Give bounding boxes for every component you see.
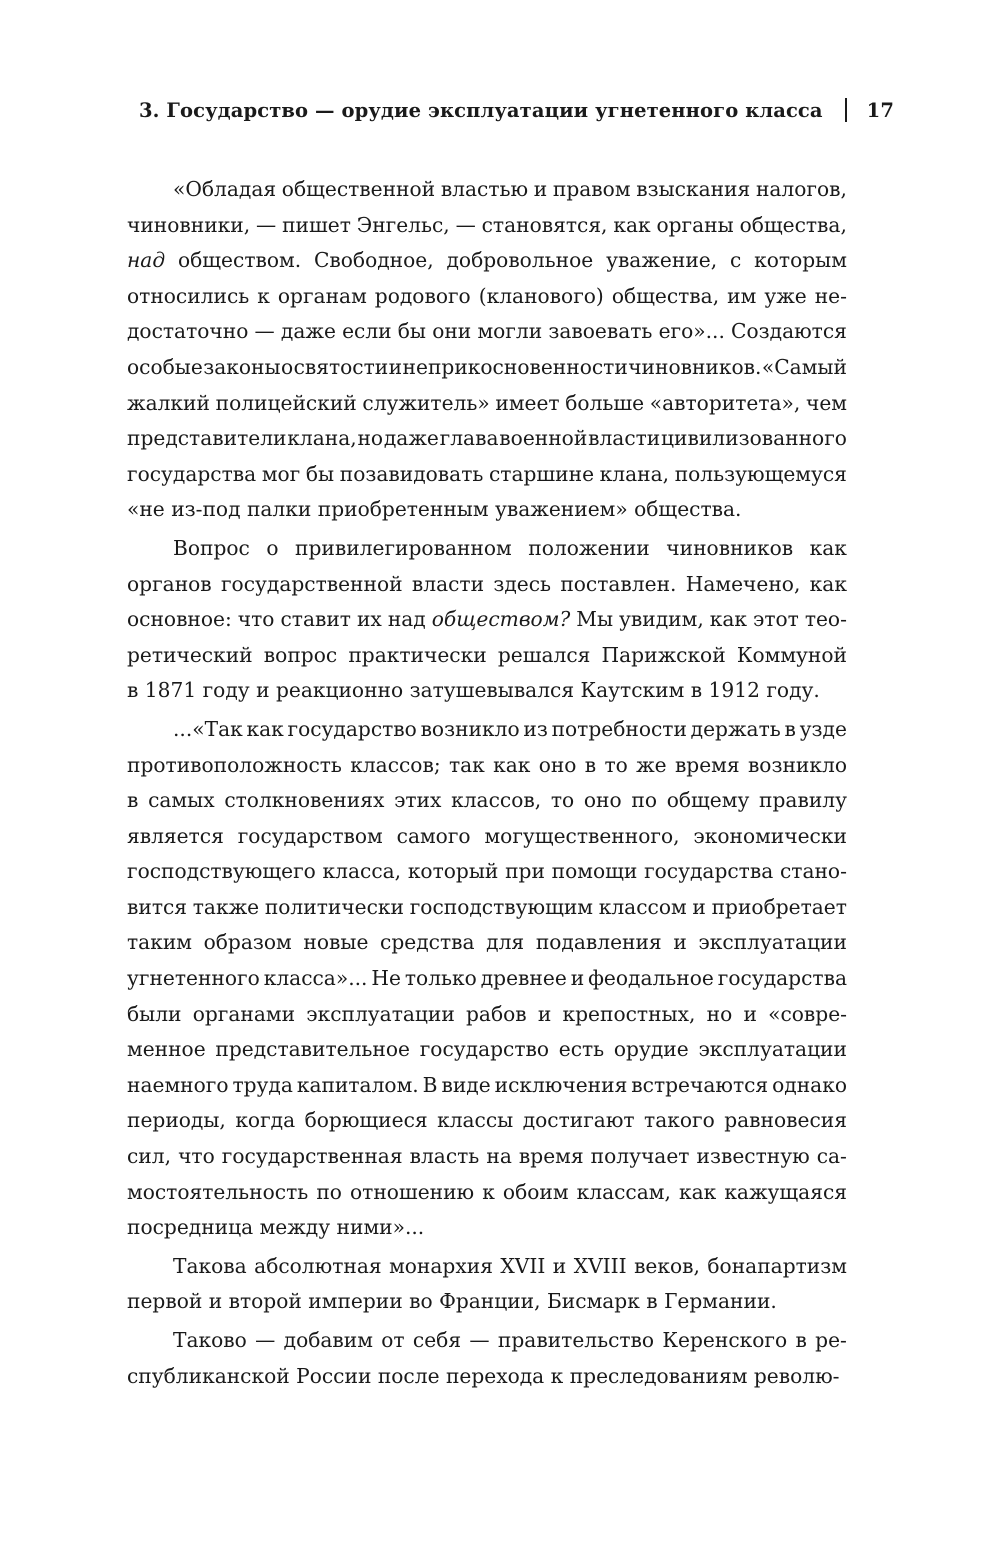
text-line: достаточно — даже если бы они могли завоевать его»... Создаются	[127, 319, 847, 344]
running-header	[139, 98, 894, 122]
text-line: «Обладая общественной властью и правом взыскания налогов,	[173, 177, 847, 201]
text-line: первой и второй империи во Франции, Бисмарк в Германии.	[127, 1289, 777, 1314]
text-line: ретический вопрос практически решался Парижской Коммуной	[127, 642, 847, 667]
text-line: таким образом новые средства для подавления и эксплуатации	[127, 930, 847, 955]
text-line: относились к органам родового (кланового) общества, им уже не-	[127, 283, 847, 308]
text-line: сил, что государственная власть на время получает известную са-	[127, 1144, 847, 1169]
text-line: государства мог бы позавидовать старшине клана, пользующемуся	[127, 461, 847, 486]
text-line: чиновники, — пишет Энгельс, — становятся, как органы общества,	[127, 212, 847, 237]
chapter-title: 3. Государство — орудие эксплуатации угнетенного класса	[138, 98, 823, 122]
paragraph	[127, 1249, 847, 1320]
text-line: вится также политически господствующим классом и приобретает	[127, 894, 847, 919]
paragraph	[127, 172, 847, 528]
text-line: над обществом. Свободное, добровольное уважение, с которым	[127, 248, 847, 273]
paragraph	[127, 712, 847, 1246]
text-line: Такова абсолютная монархия XVII и XVIII веков, бонапартизм	[173, 1253, 847, 1278]
text-line: основное: что ставит их над обществом? Мы увидим, как этот тео-	[127, 607, 847, 632]
text-line: «не из-под палки приобретенным уважением» общества.	[127, 497, 742, 522]
text-line: периоды, когда борющиеся классы достигают такого равновесия	[127, 1108, 847, 1133]
text-line: были органами эксплуатации рабов и крепостных, но и «совре-	[127, 1001, 847, 1026]
page-number: 17	[866, 98, 894, 122]
text-line: жалкий полицейский служитель» имеет больше «авторитета», чем	[127, 390, 847, 415]
text-line: мостоятельность по отношению к обоим классам, как кажущаяся	[127, 1179, 847, 1204]
text-line: менное представительное государство есть орудие эксплуатации	[127, 1037, 847, 1062]
text-line: угнетенного класса»... Не только древнее и феодальное государства	[127, 966, 847, 991]
text-line: представители клана, но даже глава военной власти цивилизованного	[127, 426, 847, 451]
text-line: в 1871 году и реакционно затушевывался Каутским в 1912 году.	[127, 678, 820, 703]
header-separator	[845, 98, 847, 122]
text-line: ...«Так как государство возникло из потребности держать в узде	[173, 716, 847, 741]
text-line: посредница между ними»...	[127, 1215, 425, 1240]
paragraph	[127, 531, 847, 709]
text-line: является государством самого могущественного, экономически	[127, 823, 847, 848]
text-line: Вопрос о привилегированном положении чиновников как	[173, 535, 847, 560]
text-line: органов государственной власти здесь поставлен. Намечено, как	[127, 571, 847, 596]
body-text	[127, 172, 847, 1394]
text-line: особые законы о святости и неприкосновенности чиновников. «Самый	[127, 354, 847, 379]
text-line: Таково — добавим от себя — правительство Керенского в ре-	[173, 1328, 847, 1352]
text-line: наемного труда капиталом. В виде исключения встречаются однако	[127, 1072, 847, 1097]
text-line: противоположность классов; так как оно в то же время возникло	[127, 752, 847, 777]
text-line: господствующего класса, который при помощи государства стано-	[127, 859, 847, 884]
text-line: в самых столкновениях этих классов, то оно по общему правилу	[127, 788, 847, 813]
paragraph	[127, 1323, 847, 1394]
text-line: спубликанской России после перехода к преследованиям револю-	[127, 1363, 840, 1388]
